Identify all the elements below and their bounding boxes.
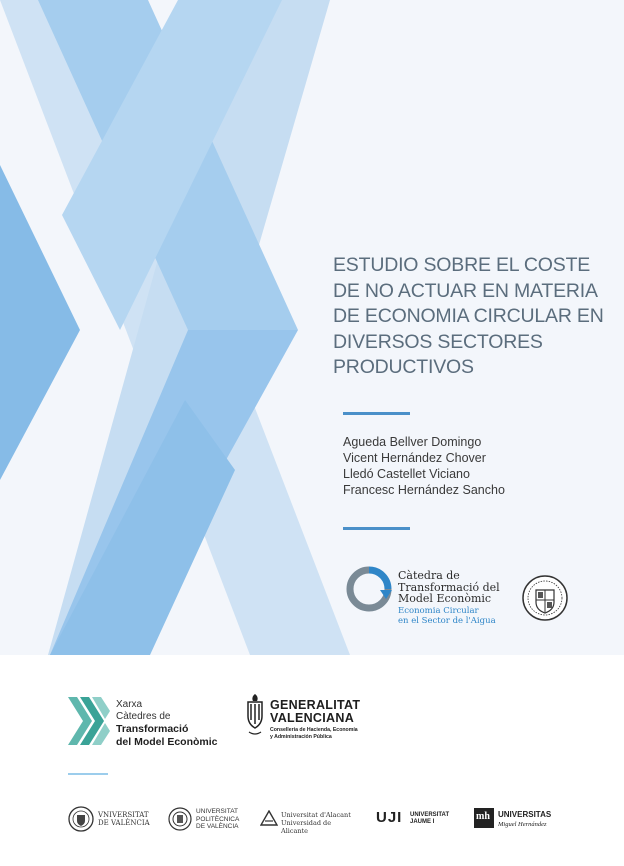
gva-crest-icon: [244, 692, 266, 740]
xarxa-text: Xarxa Càtedres de Transformació del Model Econòmic: [116, 699, 218, 748]
title-line: PRODUCTIVOS: [333, 356, 474, 378]
footer-divider: [68, 773, 108, 775]
ua-mark-icon: [260, 810, 278, 828]
divider-bottom: [343, 527, 410, 530]
document-title: [333, 253, 613, 381]
upv-text: UNIVERSITAT POLITÈCNICA DE VALÈNCIA: [196, 808, 240, 830]
ua-text: Universitat d'Alacant Universidad de Alicante: [281, 811, 351, 835]
upv-seal-icon: [168, 807, 192, 831]
uji-text: UNIVERSITAT JAUME I: [410, 812, 450, 825]
divider-top: [343, 412, 410, 415]
university-seal-icon: [521, 574, 569, 622]
xarxa-x-icon: [68, 697, 110, 745]
umh-logo: [474, 806, 556, 834]
title-line: DE NO ACTUAR EN MATERIA: [333, 279, 598, 302]
umh-text: UNIVERSITAS Miguel Hernández: [498, 810, 552, 828]
generalitat-logo: [244, 692, 374, 742]
ua-logo: [260, 806, 360, 834]
catedra-name: Càtedra de Transformació del Model Econòmic: [398, 569, 500, 605]
title-line: ESTUDIO SOBRE EL COSTE: [333, 254, 591, 276]
author: Vicent Hernández Chover: [343, 451, 486, 465]
gva-name: GENERALITAT VALENCIANA: [270, 698, 361, 725]
author: Lledó Castellet Viciano: [343, 467, 470, 481]
umh-mark-box: [474, 808, 494, 828]
uji-mark: UJI: [376, 809, 403, 826]
xarxa-logo: [68, 697, 218, 747]
uv-logo: [68, 806, 150, 834]
uv-text: VNIVERSITAT DE VALÈNCIA: [98, 811, 150, 827]
author: Francesc Hernández Sancho: [343, 483, 505, 497]
uji-logo: [376, 806, 458, 834]
title-line: DE ECONOMIA CIRCULAR EN: [333, 305, 604, 327]
title-line: DIVERSOS SECTORES: [333, 330, 543, 353]
umh-mark: mh: [476, 811, 490, 822]
upv-logo: [168, 806, 243, 834]
uv-seal-icon: [68, 806, 94, 832]
gva-conselleria: Conselleria de Hacienda, Economía y Administración Pública: [270, 727, 358, 740]
author: Agueda Bellver Domingo: [343, 435, 482, 449]
catedra-subtitle: Economia Circular en el Sector de l'Aigua: [398, 606, 496, 626]
catedra-circle-icon: [346, 566, 392, 612]
catedra-logo: [346, 566, 506, 628]
author-list: [343, 434, 505, 498]
